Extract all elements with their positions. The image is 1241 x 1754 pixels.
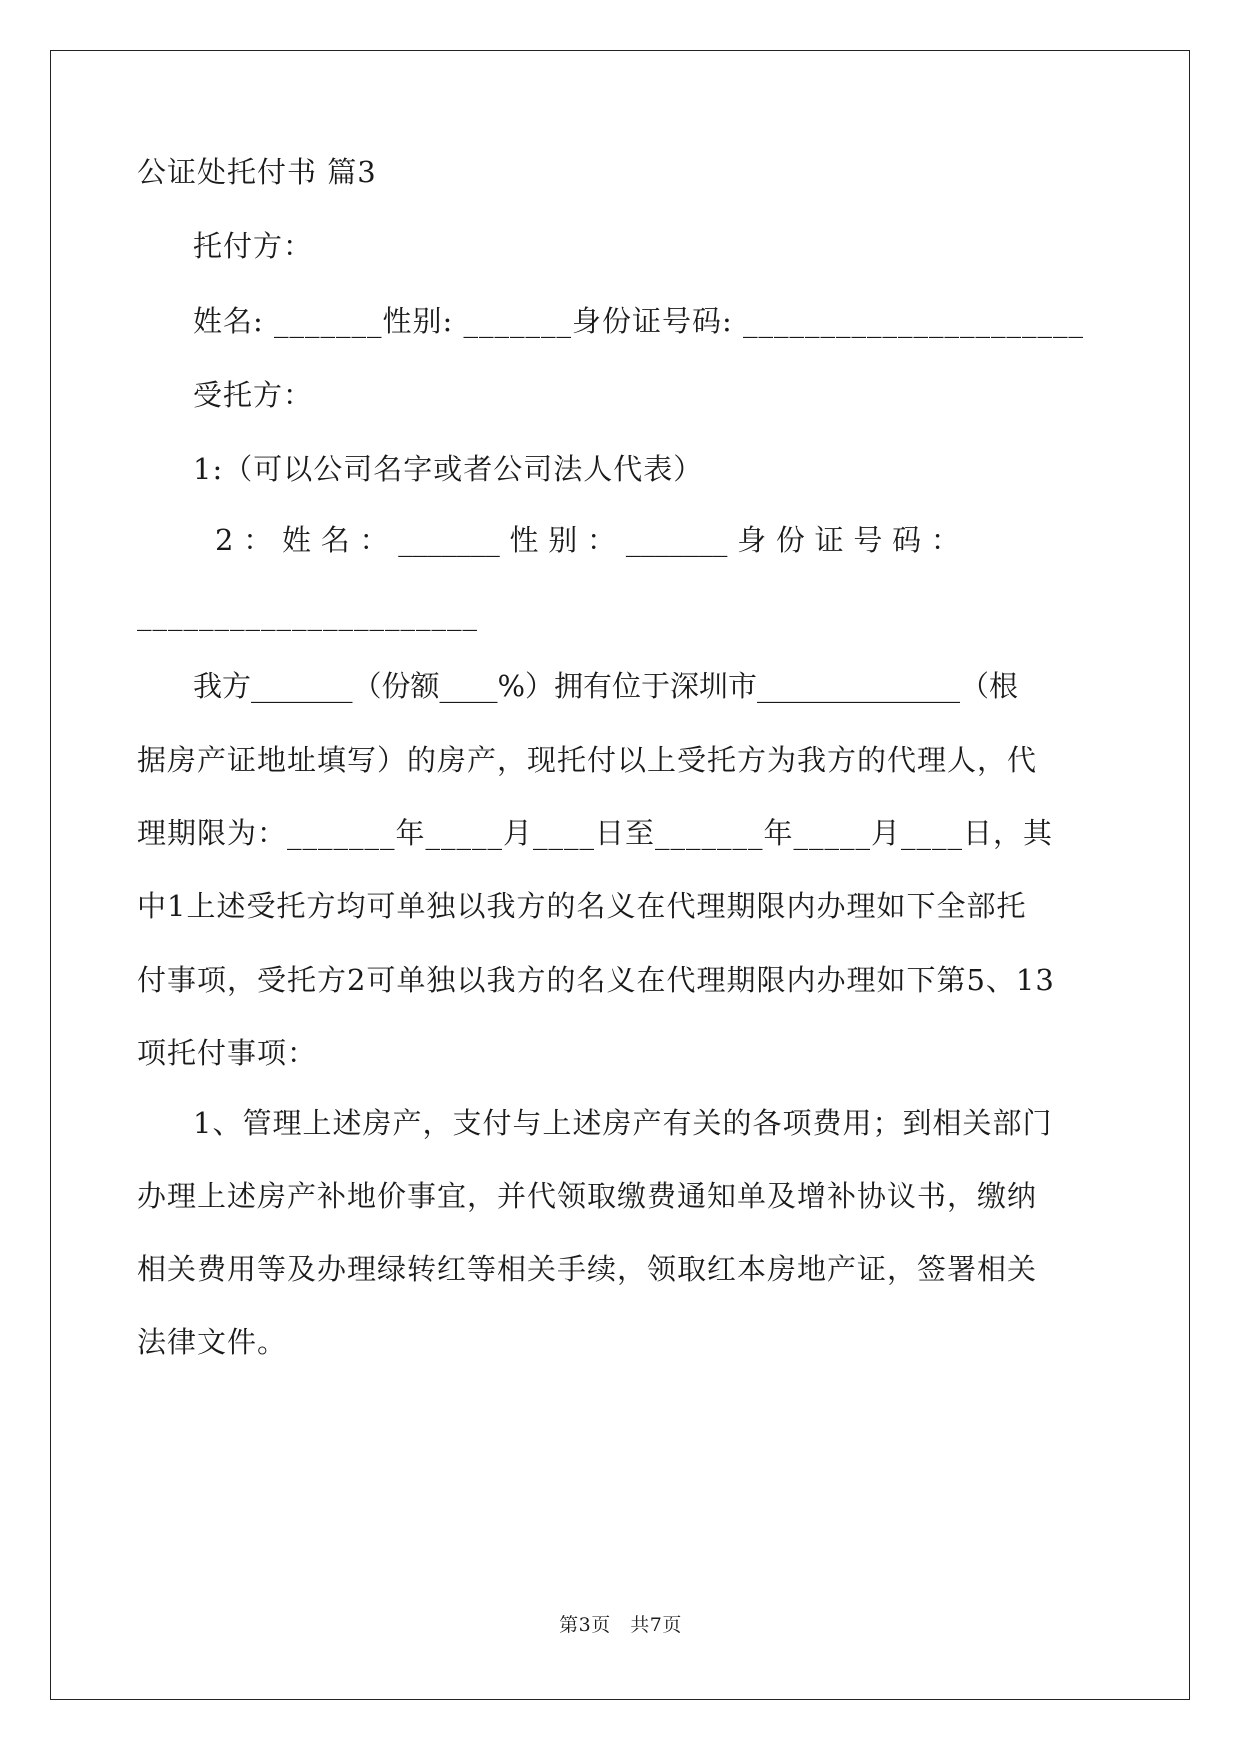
paragraph-1-line-6: 项托付事项： xyxy=(137,1036,318,1070)
page-border xyxy=(50,50,1190,1700)
page-number: 第3页 共7页 xyxy=(559,1614,682,1636)
document-title: 公证处托付书 篇3 xyxy=(137,155,377,189)
paragraph-1-line-1 xyxy=(193,668,1019,704)
agent-item-2-part: 份 xyxy=(775,523,805,557)
agent-item-2-part: 码 xyxy=(892,523,922,557)
agent-item-1: 1:（可以公司名字或者公司法人代表） xyxy=(193,452,704,486)
agent-item-2-id-blank: ______________________ xyxy=(137,597,478,631)
paragraph-1-line-5: 付事项，受托方2可单独以我方的名义在代理期限内办理如下第5、13 xyxy=(137,963,1055,997)
agent-item-2-part: ： xyxy=(243,523,273,557)
agent-item-2-part: _______ xyxy=(398,523,500,557)
paragraph-1-line-2: 据房产证地址填写）的房产，现托付以上受托方为我方的代理人，代 xyxy=(137,743,1038,777)
agent-item-2-part: ： xyxy=(587,523,617,557)
agent-item-2-part: 身 xyxy=(737,523,767,557)
agent-item-2-part: 别 xyxy=(548,523,578,557)
agent-item-2-part: 证 xyxy=(814,523,844,557)
paragraph-1-line-4: 中1上述受托方均可单独以我方的名义在代理期限内办理如下全部托 xyxy=(137,889,1027,923)
agent-item-2-part: ： xyxy=(930,523,960,557)
paragraph-line-text: 我方_______（份额____%）拥有位于深圳市______________（根 xyxy=(193,669,1019,703)
agent-item-2-part: 号 xyxy=(853,523,883,557)
principal-label: 托付方： xyxy=(193,229,314,263)
principal-info: 姓名: _______性别: _______身份证号码: ______________________ xyxy=(193,304,1084,338)
agent-label: 受托方： xyxy=(193,378,314,412)
agent-item-2-part: 性 xyxy=(509,523,539,557)
paragraph-2-line-2: 办理上述房产补地价事宜，并代领取缴费通知单及增补协议书，缴纳 xyxy=(137,1179,1038,1213)
agent-item-2-part: _______ xyxy=(625,523,728,557)
agent-item-2 xyxy=(215,522,960,558)
agent-item-2-part: 姓 xyxy=(281,523,311,557)
paragraph-1-line-3: 理期限为：_______年_____月____日至_______年_____月____日，其 xyxy=(137,816,1054,850)
paragraph-2-line-4: 法律文件。 xyxy=(137,1325,288,1359)
agent-item-2-part: 2 xyxy=(215,523,234,557)
agent-item-2-part: ： xyxy=(359,523,389,557)
paragraph-2-line-3: 相关费用等及办理绿转红等相关手续，领取红本房地产证，签署相关 xyxy=(137,1252,1038,1286)
agent-item-2-part: 名 xyxy=(320,523,350,557)
paragraph-2-line-1: 1、管理上述房产，支付与上述房产有关的各项费用；到相关部门 xyxy=(193,1106,1053,1140)
